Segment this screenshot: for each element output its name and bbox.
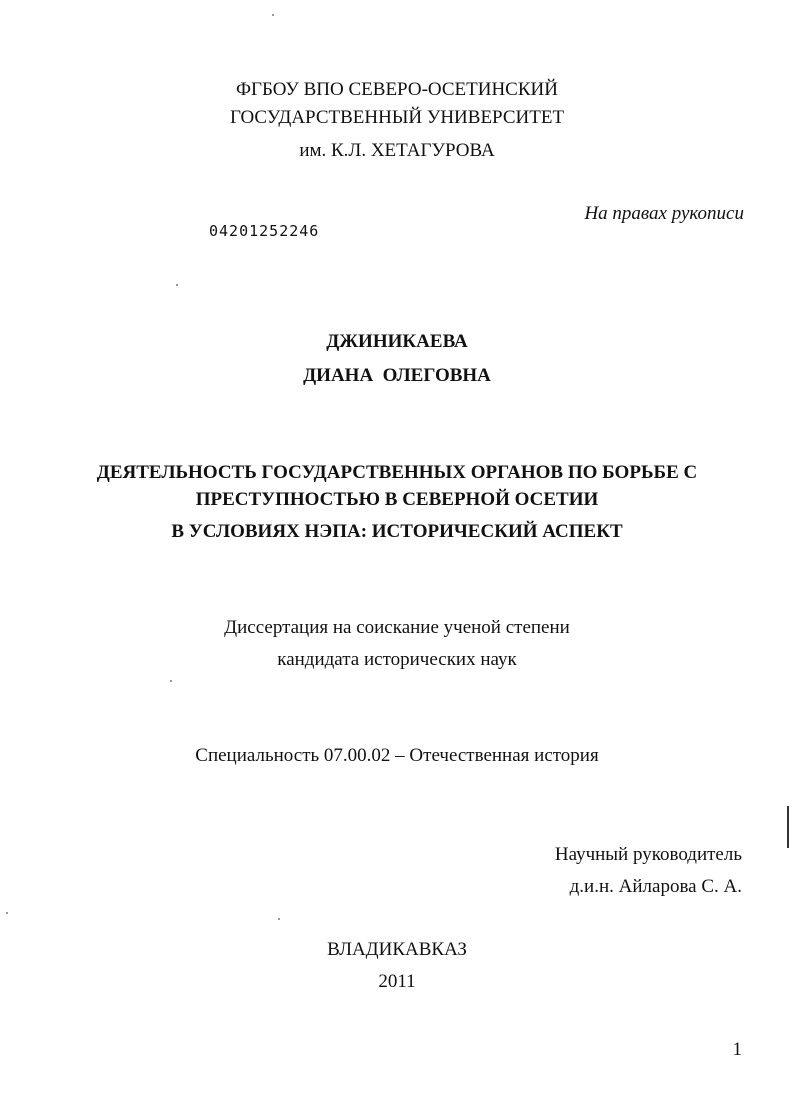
author-surname: ДЖИНИКАЕВА	[326, 331, 468, 352]
degree-line-2: кандидата исторических наук	[277, 649, 517, 670]
scan-speck	[176, 284, 178, 286]
institution-line-3: им. К.Л. ХЕТАГУРОВА	[299, 140, 495, 161]
scan-speck	[170, 680, 172, 682]
scan-speck	[6, 912, 8, 914]
specialty: Специальность 07.00.02 – Отечественная история	[195, 745, 599, 766]
title-line-1: ДЕЯТЕЛЬНОСТЬ ГОСУДАРСТВЕННЫХ ОРГАНОВ ПО БОРЬБЕ С	[96, 462, 698, 483]
institution-line-1: ФГБОУ ВПО СЕВЕРО-ОСЕТИНСКИЙ	[236, 79, 558, 100]
supervisor-name: д.и.н. Айларова С. А.	[569, 876, 742, 897]
author-name: ДИАНА ОЛЕГОВНА	[303, 365, 491, 386]
scan-speck	[272, 14, 274, 16]
title-line-2: ПРЕСТУПНОСТЬЮ В СЕВЕРНОЙ ОСЕТИИ	[195, 489, 599, 510]
scan-margin-mark	[787, 806, 789, 848]
supervisor-label: Научный руководитель	[554, 844, 742, 865]
title-line-3: В УСЛОВИЯХ НЭПА: ИСТОРИЧЕСКИЙ АСПЕКТ	[171, 521, 623, 542]
place: ВЛАДИКАВКАЗ	[327, 939, 467, 960]
page-number: 1	[732, 1039, 742, 1060]
catalog-number: 04201252246	[209, 222, 320, 240]
institution-line-2: ГОСУДАРСТВЕННЫЙ УНИВЕРСИТЕТ	[229, 107, 565, 128]
degree-line-1: Диссертация на соискание ученой степени	[224, 617, 570, 638]
scan-speck	[278, 918, 280, 920]
year: 2011	[378, 971, 416, 992]
rights-note: На правах рукописи	[584, 203, 744, 224]
